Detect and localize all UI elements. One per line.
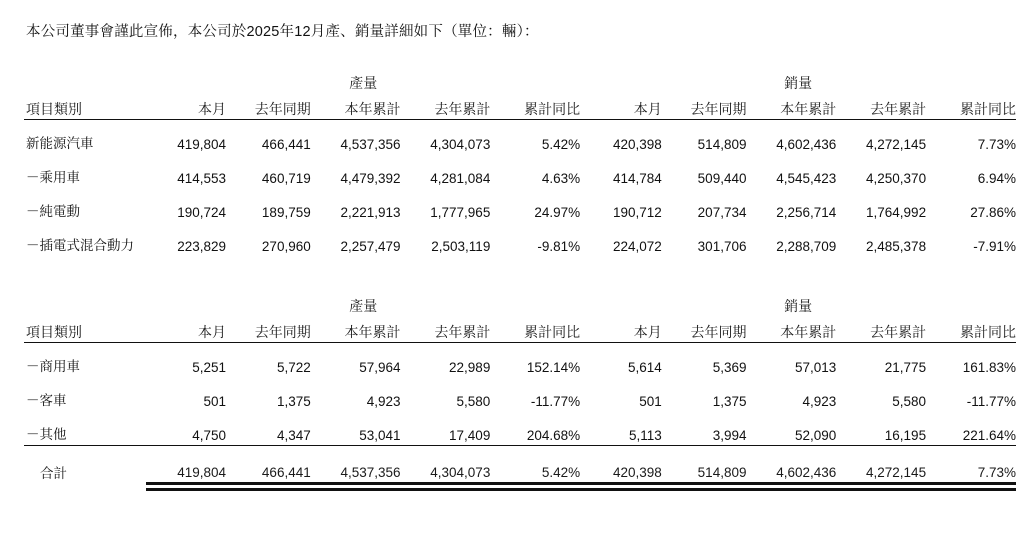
table2-row2-v9: 221.64% [962,428,1016,443]
table1-row3-v6: 301,706 [697,239,747,254]
table2-col-4: 累計同比 [524,324,581,340]
table1-row0-v8: 4,272,145 [866,137,927,152]
table1-row1-v2: 4,479,392 [340,171,401,186]
double-rule-c0 [146,484,226,490]
table2-row1-v7: 4,923 [802,394,837,409]
double-rule-c4 [490,484,580,490]
table1-row1-label: －乘用車 [26,170,80,185]
double-rule-gap [24,484,146,490]
table1-row2-v1: 189,759 [261,205,311,220]
table2-row1-label: －客車 [26,393,67,408]
table2-row1-v5: 501 [639,394,662,409]
table1-row0-v3: 4,304,073 [430,137,491,152]
table-gap [24,256,1008,286]
table2-total-v1: 466,441 [226,446,311,484]
table1-row3-v3: 2,503,119 [431,239,491,254]
table1-row2-v6: 207,734 [697,205,747,220]
table2-group-header-row [24,290,1016,316]
table1-row3-v1: 270,960 [261,239,311,254]
double-rule-c2 [311,484,401,490]
table1-group-sales: 銷量 [784,75,813,91]
table2-total-v3: 4,304,073 [401,446,491,484]
table1-column-header-row [24,93,1016,119]
table1-group-production: 產量 [349,75,378,91]
table1-row1-v7: 4,545,423 [776,171,837,186]
table1-row0-v1: 466,441 [261,137,311,152]
table2-wrapper [24,290,1016,491]
table2-row2-v4: 204.68% [526,428,581,443]
table1-row0-v2: 4,537,356 [340,137,401,152]
table1-col-9: 累計同比 [960,101,1016,117]
double-rule-c6 [662,484,747,490]
table1-row0-label: 新能源汽車 [26,136,94,151]
table2-row2-v7: 52,090 [794,428,837,443]
table1-row3-v0: 223,829 [177,239,227,254]
table1-group-spacer [24,67,146,93]
table1-row0-v6: 514,809 [697,137,747,152]
table2-col-0: 本月 [198,324,227,340]
table2-row0-v5: 5,614 [628,360,662,375]
table2-col-2: 本年累計 [344,324,401,340]
table1-row1-v3: 4,281,084 [430,171,491,186]
table2-total-v8: 4,272,145 [836,446,926,484]
table1-row1-v8: 4,250,370 [866,171,927,186]
table1-row1-v6: 509,440 [697,171,747,186]
table2-row0-v1: 5,722 [276,360,311,375]
table1-row1-v1: 460,719 [261,171,311,186]
production-sales-table-part1 [24,67,1016,256]
double-rule-c7 [746,484,836,490]
table2-row2-v2: 53,041 [359,428,401,443]
table1-col-5: 本月 [633,101,662,117]
double-rule-c1 [226,484,311,490]
table1-row2-v7: 2,256,714 [776,205,837,220]
table2-row1-v1: 1,375 [276,394,311,409]
table1-col-2: 本年累計 [344,101,401,117]
table2-total-v9: 7.73% [926,446,1016,484]
table2-total-v6: 514,809 [662,446,747,484]
table2-col-5: 本月 [633,324,662,340]
table2-row2-v8: 16,195 [884,428,927,443]
production-sales-table-part2 [24,290,1016,491]
table1-col-6: 去年同期 [690,101,747,117]
table1-row2-v5: 190,712 [612,205,662,220]
table1-col-0: 本月 [198,101,227,117]
table2-total-v5: 420,398 [580,446,662,484]
table2-row2-v3: 17,409 [449,428,491,443]
table1-col-category: 項目類別 [26,101,82,117]
table2-row0-v9: 161.83% [962,360,1016,375]
table1-row2-v0: 190,724 [177,205,227,220]
table2-row1-v6: 1,375 [712,394,747,409]
table2-row0-v3: 22,989 [449,360,491,375]
table2-group-production: 產量 [349,298,378,314]
table2-row0-v4: 152.14% [526,360,581,375]
table2-row2-v1: 4,347 [276,428,311,443]
table2-total-v2: 4,537,356 [311,446,401,484]
table2-row2-v6: 3,994 [712,428,747,443]
table1-row3-label: －插電式混合動力 [26,238,134,253]
table2-column-header-row [24,316,1016,342]
table-row [24,154,1016,188]
table2-row1-v4: -11.77% [530,394,581,409]
table2-col-7: 本年累計 [780,324,837,340]
table1-row3-v5: 224,072 [612,239,662,254]
double-rule-c3 [401,484,491,490]
double-rule-c8 [836,484,926,490]
table2-group-sales: 銷量 [784,298,813,314]
table1-row1-v0: 414,553 [177,171,227,186]
table2-row0-label: －商用車 [26,359,80,374]
table1-row2-v9: 27.86% [970,205,1016,220]
table-row [24,222,1016,256]
table1-row1-v5: 414,784 [612,171,662,186]
table2-total-v4: 5.42% [490,446,580,484]
table-row [24,377,1016,411]
table1-row3-v8: 2,485,378 [866,239,927,254]
table1-row2-v3: 1,777,965 [430,205,491,220]
table2-row2-v5: 5,113 [629,428,662,443]
table2-row1-v0: 501 [203,394,227,409]
table1-row0-v4: 5.42% [541,137,581,152]
table2-row0-v7: 57,013 [794,360,837,375]
table2-col-1: 去年同期 [254,324,311,340]
announcement-intro: 本公司董事會謹此宣佈，本公司於2025年12月產、銷量詳細如下（單位：輛）： [26,24,539,40]
table-row [24,188,1016,222]
table1-row1-v9: 6.94% [977,171,1016,186]
table1-row2-v8: 1,764,992 [866,205,927,220]
table1-group-header-row [24,67,1016,93]
table2-row0-v6: 5,369 [712,360,747,375]
table2-col-3: 去年累計 [434,324,491,340]
table1-row3-v7: 2,288,709 [776,239,837,254]
table2-row2-label: －其他 [26,427,67,442]
table1-row3-v9: -7.91% [973,239,1016,254]
table-row [24,411,1016,446]
table1-row2-label: －純電動 [26,204,80,219]
table2-total-label: 合計 [24,446,146,484]
table1-row2-v4: 24.97% [534,205,581,220]
table2-row0-v8: 21,775 [884,360,927,375]
table-row [24,343,1016,378]
table1-row0-v7: 4,602,436 [776,137,837,152]
table2-row1-v8: 5,580 [892,394,927,409]
table1-col-7: 本年累計 [780,101,837,117]
table1-col-8: 去年累計 [870,101,927,117]
table2-group-spacer [24,290,146,316]
table2-total-v0: 419,804 [146,446,226,484]
table1-row1-v4: 4.63% [541,171,581,186]
table2-double-rule [24,484,1016,490]
table2-col-9: 累計同比 [960,324,1016,340]
double-rule-c5 [580,484,662,490]
table1-row0-v5: 420,398 [612,137,662,152]
table2-row1-v3: 5,580 [456,394,491,409]
table2-row2-v0: 4,750 [192,428,227,443]
table-row [24,120,1016,155]
table1-row3-v2: 2,257,479 [340,239,401,254]
double-rule-c9 [926,484,1016,490]
table2-col-8: 去年累計 [870,324,927,340]
table2-row0-v2: 57,964 [359,360,401,375]
table2-col-category: 項目類別 [26,324,82,340]
table1-row3-v4: -9.81% [537,239,581,254]
table1-row0-v9: 7.73% [977,137,1016,152]
table1-row0-v0: 419,804 [177,137,227,152]
table2-row0-v0: 5,251 [192,360,227,375]
table2-total-v7: 4,602,436 [746,446,836,484]
table2-total-row [24,446,1016,484]
table1-row2-v2: 2,221,913 [340,205,401,220]
table1-wrapper [24,67,1016,256]
table2-col-6: 去年同期 [690,324,747,340]
table1-col-1: 去年同期 [254,101,311,117]
table1-col-3: 去年累計 [434,101,491,117]
table1-col-4: 累計同比 [524,101,581,117]
table2-row1-v2: 4,923 [366,394,401,409]
table2-row1-v9: -11.77% [966,394,1016,409]
